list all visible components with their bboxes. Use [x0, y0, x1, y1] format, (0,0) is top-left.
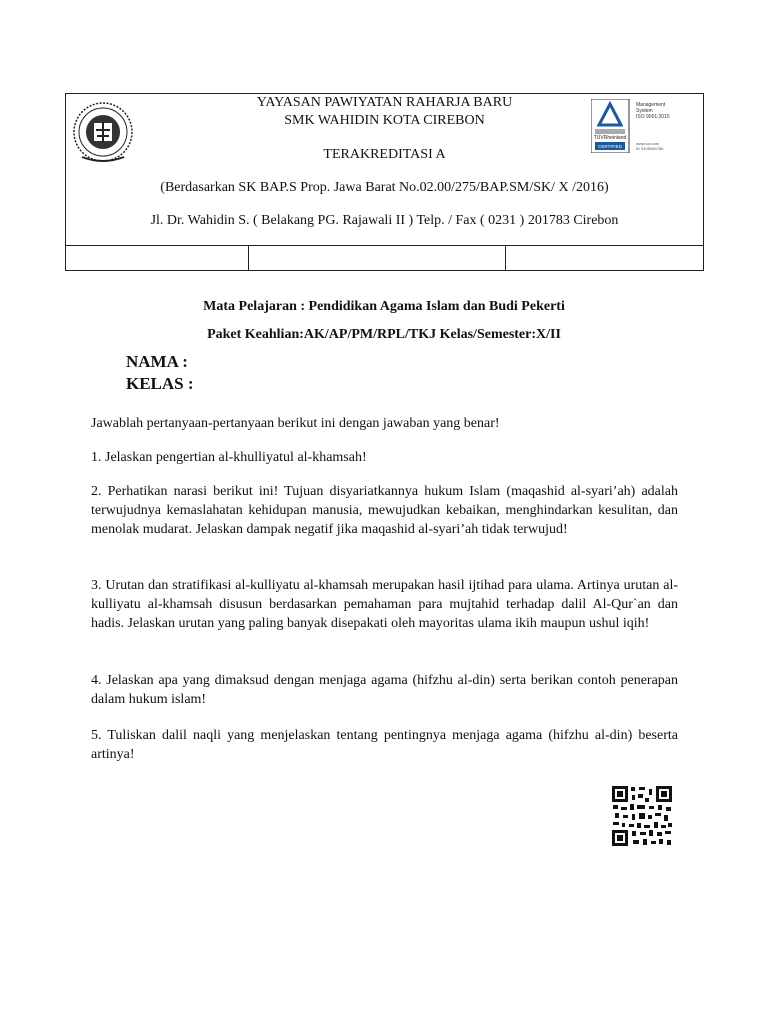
svg-text:System: System [636, 108, 653, 114]
qr-code-icon [611, 785, 673, 847]
svg-text:CERTIFIED: CERTIFIED [598, 144, 622, 149]
question-4: 4. Jelaskan apa yang dimaksud dengan menjaga agama (hifzhu al-din) serta berikan contoh penerapan dalam hukum islam! [91, 673, 678, 707]
letterhead-empty-row [66, 245, 703, 271]
letterhead-main [66, 94, 703, 246]
svg-text:TÜVRheinland: TÜVRheinland [593, 135, 627, 141]
subject-line: Mata Pelajaran : Pendidikan Agama Islam dan Budi Pekerti [203, 299, 565, 314]
foundation-name: YAYASAN PAWIYATAN RAHARJA BARU [256, 95, 513, 110]
decree: (Berdasarkan SK BAP.S Prop. Jawa Barat No.02.00/275/BAP.SM/SK/ X /2016) [160, 180, 609, 195]
package-line: Paket Keahlian:AK/AP/PM/RPL/TKJ Kelas/Semester:X/II [207, 327, 561, 342]
question-2: 2. Perhatikan narasi berikut ini! Tujuan disyariatkannya hukum Islam (maqashid al-syari’ah) adalah terwujudnya kemaslahatan kehidupan manusia, mewujudkan kebaikan, menghindarkan kesulitan, dan menolak mudarat. Jelaskan dampak negatif jika maqashid al-syari’ah tidak terwujud! [91, 484, 678, 537]
question-5: 5. Tuliskan dalil naqli yang menjelaskan tentang pentingnya menjaga agama (hifzhu al-din) beserta artinya! [91, 728, 678, 762]
instruction: Jawablah pertanyaan-pertanyaan berikut ini dengan jawaban yang benar! [91, 416, 500, 431]
accreditation: TERAKREDITASI A [323, 147, 446, 162]
empty-cell [249, 245, 506, 271]
nama-label: NAMA : [126, 352, 188, 371]
svg-text:www.tuv.com: www.tuv.com [636, 141, 660, 146]
svg-text:ISO 9001:2015: ISO 9001:2015 [636, 114, 670, 120]
svg-text:ID 9105084786: ID 9105084786 [636, 146, 664, 151]
letterhead [65, 93, 704, 271]
school-name: SMK WAHIDIN KOTA CIREBON [284, 113, 485, 128]
address: Jl. Dr. Wahidin S. ( Belakang PG. Rajawali II ) Telp. / Fax ( 0231 ) 201783 Cirebon [150, 213, 619, 228]
question-1: 1. Jelaskan pengertian al-khulliyatul al-khamsah! [91, 450, 367, 465]
svg-text:Management: Management [636, 102, 666, 108]
tuv-certified-icon [591, 99, 673, 153]
kelas-label: KELAS : [126, 374, 194, 393]
empty-cell [66, 245, 249, 271]
question-3: 3. Urutan dan stratifikasi al-kulliyatu al-khamsah merupakan hasil ijtihad para ulama. Artinya urutan al-kulliyatu al-khamsah disusun berdasarkan pemahaman para mujtahid terhadap dalil Al-Qur`an dan hadis. Jelaskan urutan yang paling banyak disepakati oleh mayoritas ulama ikih maupun ushul iqih! [91, 578, 678, 631]
